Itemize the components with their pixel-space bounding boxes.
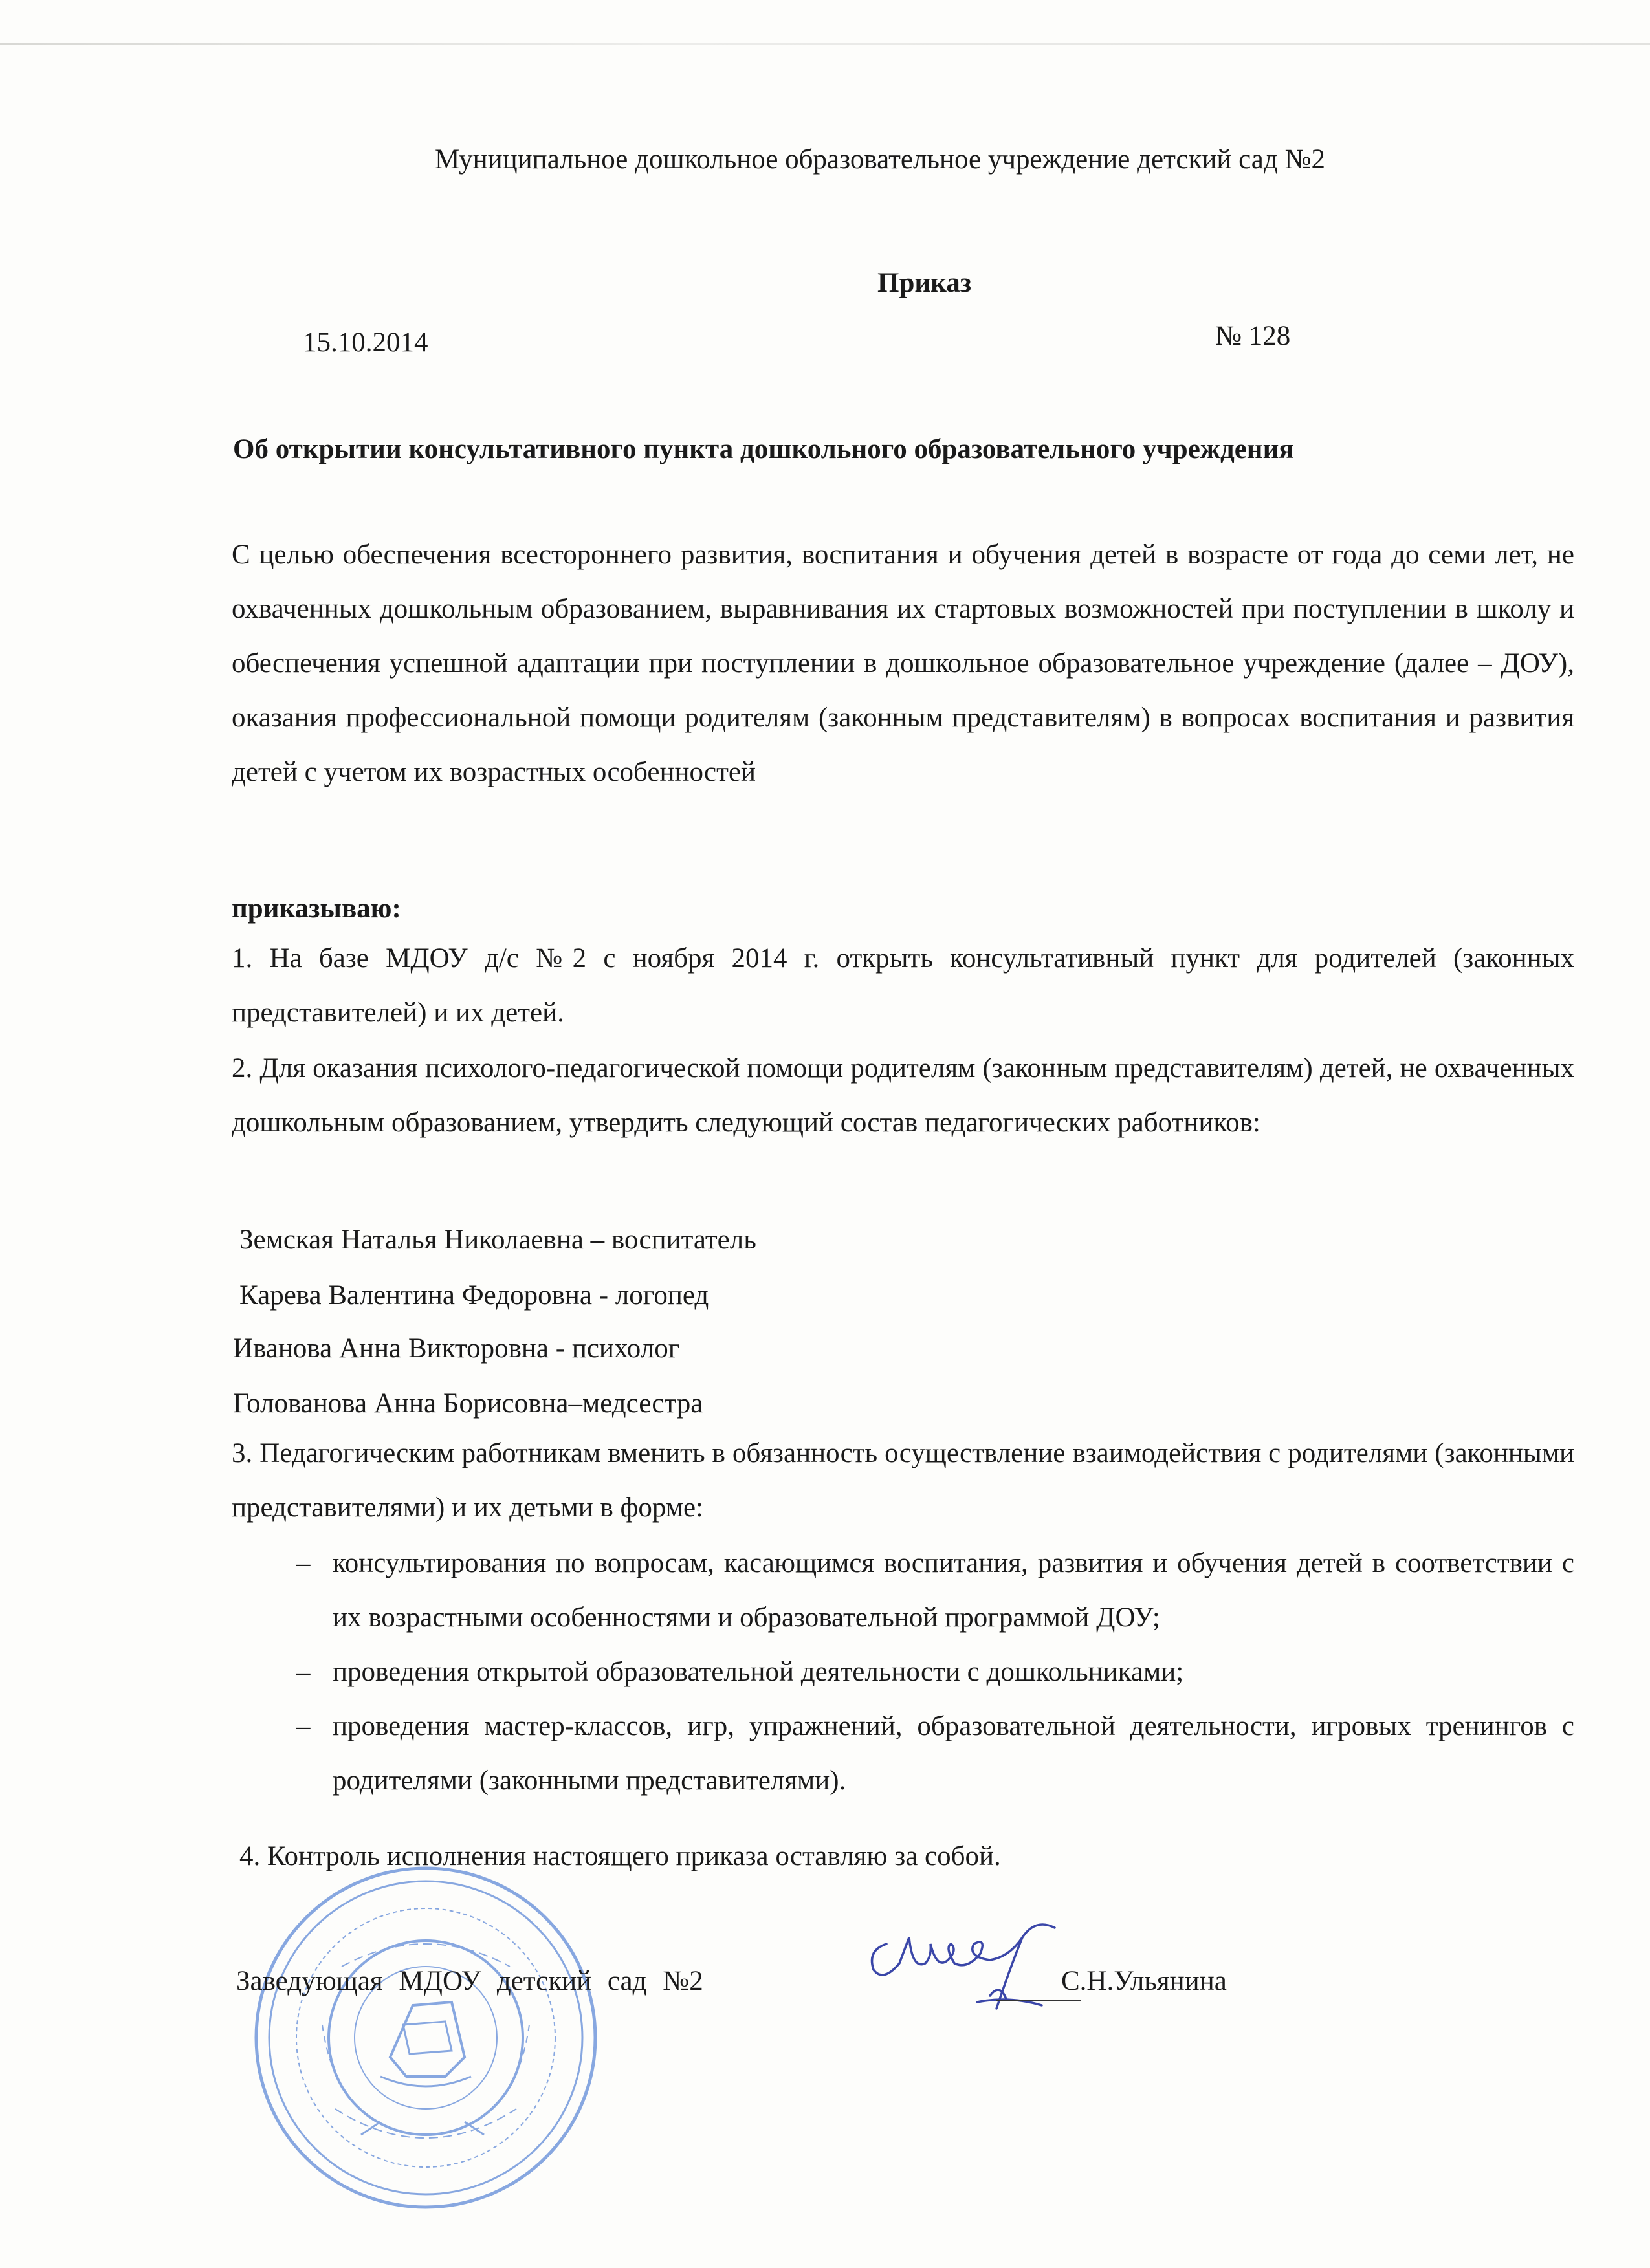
document-subject: Об открытии консультативного пункта дошкольного образовательного учреждения [233, 434, 1294, 464]
document-date: 15.10.2014 [303, 327, 428, 358]
preamble-paragraph: С целью обеспечения всестороннего развития, воспитания и обучения детей в возрасте от года до семи лет, не охваченных дошкольным образованием, выравнивания их стартовых возможностей при поступлении в школу и обеспечения успешной адаптации при поступлении в дошкольное образовательное учреждение (далее – ДОУ), оказания профессиональной помощи родителям (законным представителям) в вопросах воспитания и развития детей с учетом их возрастных особенностей [232, 540, 1574, 787]
document-number: № 128 [1215, 321, 1291, 351]
list-item [232, 1645, 1574, 1699]
staff-member: Земская Наталья Николаевна – воспитатель [239, 1225, 756, 1255]
bullet-dash: – [296, 1548, 311, 1578]
list-item-text: консультирования по вопросам, касающимся воспитания, развития и обучения детей в соответствии с их возрастными особенностями и образовательной программой ДОУ; [333, 1548, 1574, 1633]
handwritten-signature [861, 1899, 1094, 2028]
organization-name: Муниципальное дошкольное образовательное учреждение детский сад №2 [434, 144, 1326, 175]
order-item-1: 1. На базе МДОУ д/с №2 с ноября 2014 г. открыть консультативный пункт для родителей (законных представителей) и их детей. [232, 943, 1574, 1028]
signature-line [996, 2000, 1081, 2001]
list-item [232, 1536, 1574, 1645]
list-item-text: проведения открытой образовательной деятельности с дошкольниками; [333, 1657, 1184, 1687]
staff-member: Голованова Анна Борисовна–медсестра [233, 1388, 703, 1419]
interaction-forms-list [232, 1536, 1574, 1808]
list-item-text: проведения мастер-классов, игр, упражнений, образовательной деятельности, игровых тренингов с родителями (законными представителями). [333, 1711, 1574, 1796]
document-type: Приказ [877, 268, 972, 298]
bullet-dash: – [296, 1711, 311, 1741]
list-item [232, 1699, 1574, 1808]
signatory-name: С.Н.Ульянина [1061, 1966, 1227, 1996]
staff-member: Иванова Анна Викторовна - психолог [233, 1333, 680, 1364]
official-stamp [251, 1863, 600, 2212]
staff-member: Карева Валентина Федоровна - логопед [239, 1280, 709, 1311]
order-item-3: 3. Педагогическим работникам вменить в обязанность осуществление взаимодействия с родителями (законными представителями) и их детьми в форме: [232, 1438, 1574, 1523]
order-item-4: 4. Контроль исполнения настоящего приказа оставляю за собой. [239, 1841, 1001, 1871]
order-item-2: 2. Для оказания психолого-педагогической помощи родителям (законным представителям) детей, не охваченных дошкольным образованием, утвердить следующий состав педагогических работников: [232, 1053, 1574, 1138]
order-word: приказываю: [232, 893, 401, 924]
signatory-position: Заведующая МДОУ детский сад №2 [236, 1966, 703, 1996]
bullet-dash: – [296, 1657, 311, 1687]
